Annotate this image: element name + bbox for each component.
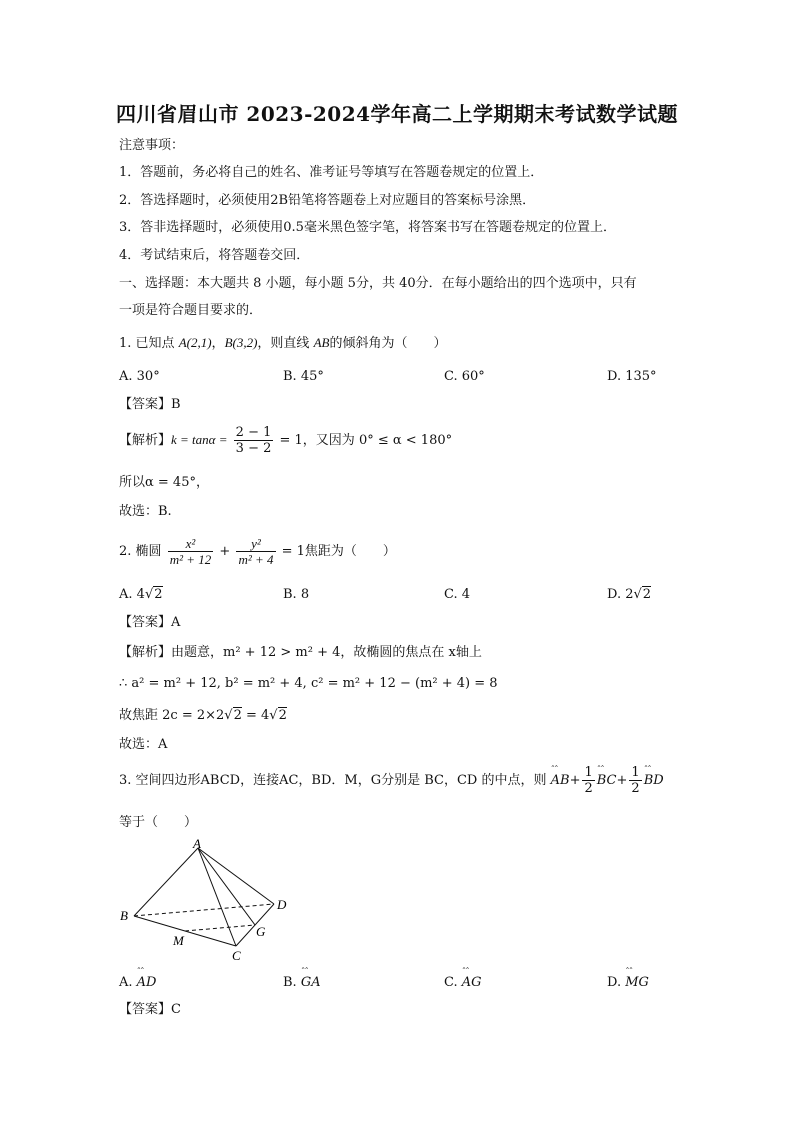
edge-ac xyxy=(198,848,236,946)
label-c: C xyxy=(232,948,241,963)
label-g: G xyxy=(256,924,266,939)
label-d: D xyxy=(277,897,287,912)
edge-ad xyxy=(198,848,274,904)
question-3-stem: 3. 空间四边形ABCD，连接AC，BD．M，G分别是 BC，CD 的中点，则 ˆˆ AB+ $\frac{1}{2}$ ˆˆ BC+ $\frac{1}{2}$ ˆˆ BD xyxy=(119,764,664,798)
q1-option-d: D. 135° xyxy=(607,369,657,384)
edge-mg xyxy=(185,925,255,931)
section-heading-cont: 一项是符合题目要求的． xyxy=(119,303,263,318)
q2-option-b: B. 8 xyxy=(283,587,310,602)
q1-conclusion: 故选：B. xyxy=(119,504,172,519)
q3-option-a: A. ˆˆ AD xyxy=(119,974,156,992)
label-a: A xyxy=(193,836,201,851)
q1-option-c: C. 60° xyxy=(444,369,485,384)
note-item: 4．考试结束后，将答题卷交回． xyxy=(119,248,310,263)
edge-ag xyxy=(198,848,255,925)
page-title: 四川省眉山市 2023-2024学年高二上学期期末考试数学试题 xyxy=(115,102,679,126)
question-1-stem: 1. 已知点 A(2,1)，B(3,2)，则直线 AB的倾斜角为（ ） xyxy=(119,335,447,351)
section-heading: 一、选择题：本大题共 8 小题，每小题 5分，共 40分．在每小题给出的四个选项中，只有 xyxy=(119,276,637,291)
question-2-stem: 2. 椭圆 $\frac{\text{x²}}{\text{m² + 12}}$ + $\frac{\text{y²}}{\text{m² + 4}}$ = 1焦距为（ ） xyxy=(119,536,396,567)
q2-option-d: D. 2√2 xyxy=(607,587,652,602)
q1-answer: 【答案】B xyxy=(119,397,181,412)
q3-option-d: D. ˆˆ MG xyxy=(607,974,649,992)
note-item: 3．答非选择题时，必须使用0.5毫米黑色签字笔，将答案书写在答题卷规定的位置上． xyxy=(119,220,616,235)
note-item: 1．答题前，务必将自己的姓名、准考证号等填写在答题卷规定的位置上． xyxy=(119,165,544,180)
note-item: 2．答选择题时，必须使用2B铅笔将答题卷上对应题目的答案标号涂黑． xyxy=(119,193,536,208)
q1-option-a: A. 30° xyxy=(119,369,160,384)
q1-explanation-line: 所以α = 45°， xyxy=(119,475,209,490)
q2-conclusion: 故选：A xyxy=(119,737,168,752)
fraction: $\frac{2 - 1}{3 - 2}$ xyxy=(235,425,272,456)
fraction: $\frac{1}{2}$ xyxy=(631,765,640,796)
edge-bd xyxy=(134,904,274,916)
q3-option-b: B. ˆˆ GA xyxy=(283,974,321,992)
q3-option-c: C. ˆˆ AG xyxy=(444,974,482,992)
notes-heading: 注意事项： xyxy=(119,138,185,153)
q2-option-a: A. 4√2 xyxy=(119,587,163,602)
q3-answer: 【答案】C xyxy=(119,1002,181,1017)
q3-stem-cont: 等于（ ） xyxy=(119,815,198,830)
q2-explanation: 【解析】由题意，m² + 12 > m² + 4，故椭圆的焦点在 x轴上 xyxy=(119,645,482,660)
q2-explanation-line: 故焦距 2c = 2×2√2 = 4√2 xyxy=(119,708,287,723)
q2-option-c: C. 4 xyxy=(444,587,471,602)
q2-answer: 【答案】A xyxy=(119,615,181,630)
fraction: $\frac{\text{x²}}{\text{m² + 12}}$ xyxy=(169,536,212,567)
q2-explanation-line: ∴ a² = m² + 12, b² = m² + 4, c² = m² + 12 − (m² + 4) = 8 xyxy=(119,676,498,691)
fraction: $\frac{1}{2}$ xyxy=(584,765,593,796)
label-b: B xyxy=(120,908,128,923)
fraction: $\frac{\text{y²}}{\text{m² + 4}}$ xyxy=(238,536,274,567)
q1-explanation: 【解析】k = tanα = $\frac{2 - 1}{3 - 2}$ = 1，又因为 0° ≤ α < 180° xyxy=(119,425,453,456)
label-m: M xyxy=(173,933,184,948)
edge-ab xyxy=(134,848,198,916)
q1-option-b: B. 45° xyxy=(283,369,324,384)
tetrahedron-figure xyxy=(110,836,310,966)
